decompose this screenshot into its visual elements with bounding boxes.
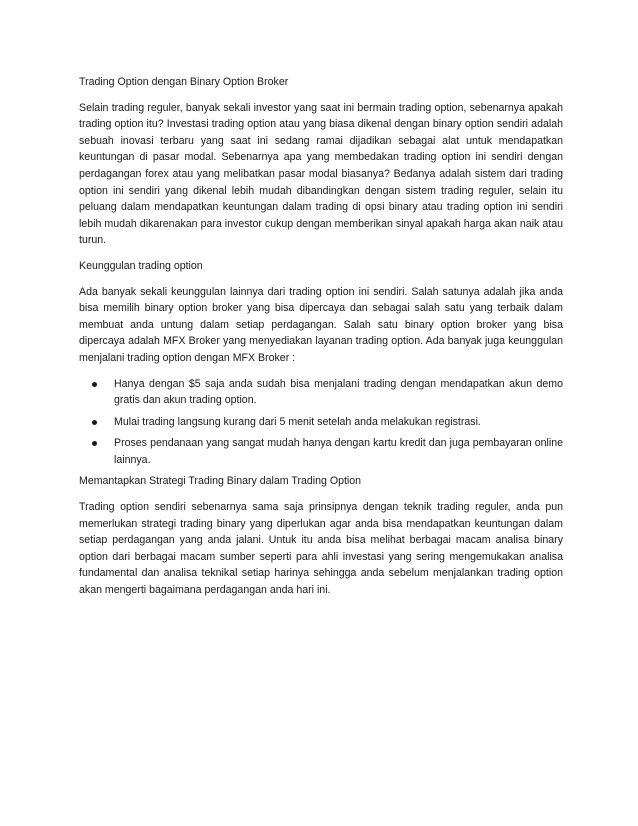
list-item-text: Mulai trading langsung kurang dari 5 menit setelah anda melakukan registrasi. <box>114 415 481 428</box>
bullet-icon <box>92 441 97 446</box>
list-item <box>79 376 563 409</box>
benefits-list <box>79 376 563 469</box>
section-heading-keunggulan: Keunggulan trading option <box>79 259 203 272</box>
list-item <box>79 435 563 468</box>
document-title: Trading Option dengan Binary Option Broker <box>79 76 289 88</box>
section-heading-strategi: Memantapkan Strategi Trading Binary dalam Trading Option <box>79 475 362 488</box>
document-page <box>79 74 563 608</box>
intro-paragraph: Selain trading reguler, banyak sekali investor yang saat ini bermain trading option, sebenarnya apakah trading option itu? Investasi trading option atau yang biasa dikenal dengan binary option sendiri adalah sebuah inovasi terbaru yang saat ini sedang ramai dijadikan sebagai alat untuk mendapatkan keuntungan di pasar modal. Sebenarnya apa yang membedakan trading option ini sendiri dengan perdagangan forex atau yang melibatkan pasar modal biasanya? Bedanya adalah sistem dari trading option ini sendiri yang dikenal lebih mudah dibandingkan dengan sistem trading reguler, selain itu peluang dalam mendapatkan keuntungan dalam trading di opsi binary atau trading option ini sendiri lebih mudah dikarenakan para investor cukup dengan memberikan sinyal apakah harga akan naik atau turun. <box>79 101 563 247</box>
list-item-text: Hanya dengan $5 saja anda sudah bisa menjalani trading dengan mendapatkan akun demo gratis dan akun trading option. <box>114 377 563 407</box>
bullet-icon <box>92 420 97 425</box>
bullet-icon <box>92 382 97 387</box>
list-item-text: Proses pendanaan yang sangat mudah hanya dengan kartu kredit dan juga pembayaran online lainnya. <box>114 437 563 466</box>
section-paragraph-keunggulan: Ada banyak sekali keunggulan lainnya dari trading option ini sendiri. Salah satunya adalah jika anda bisa memilih binary option broker yang bisa dipercaya dan sebagai salah satu yang terbaik dalam membuat anda untung dalam setiap perdagangan. Salah satu binary option broker yang bisa dipercaya adalah MFX Broker yang menyediakan layanan trading option. Ada banyak juga keunggulan menjalani trading option dengan MFX Broker : <box>79 285 563 364</box>
list-item <box>79 414 563 431</box>
section-paragraph-strategi: Trading option sendiri sebenarnya sama saja prinsipnya dengan teknik trading reguler, anda pun memerlukan strategi trading binary yang diperlukan agar anda bisa mendapatkan keuntungan dalam setiap perdagangan yang anda jalani. Untuk itu anda bisa melihat berbagai macam analisa binary option dari berbagai macam sumber seperti para ahli investasi yang sering mengemukakan analisa fundamental dan analisa teknikal setiap harinya sehingga anda sebelum menjalankan trading option akan mengerti bagaimana perdagangan anda hari ini. <box>79 501 563 597</box>
